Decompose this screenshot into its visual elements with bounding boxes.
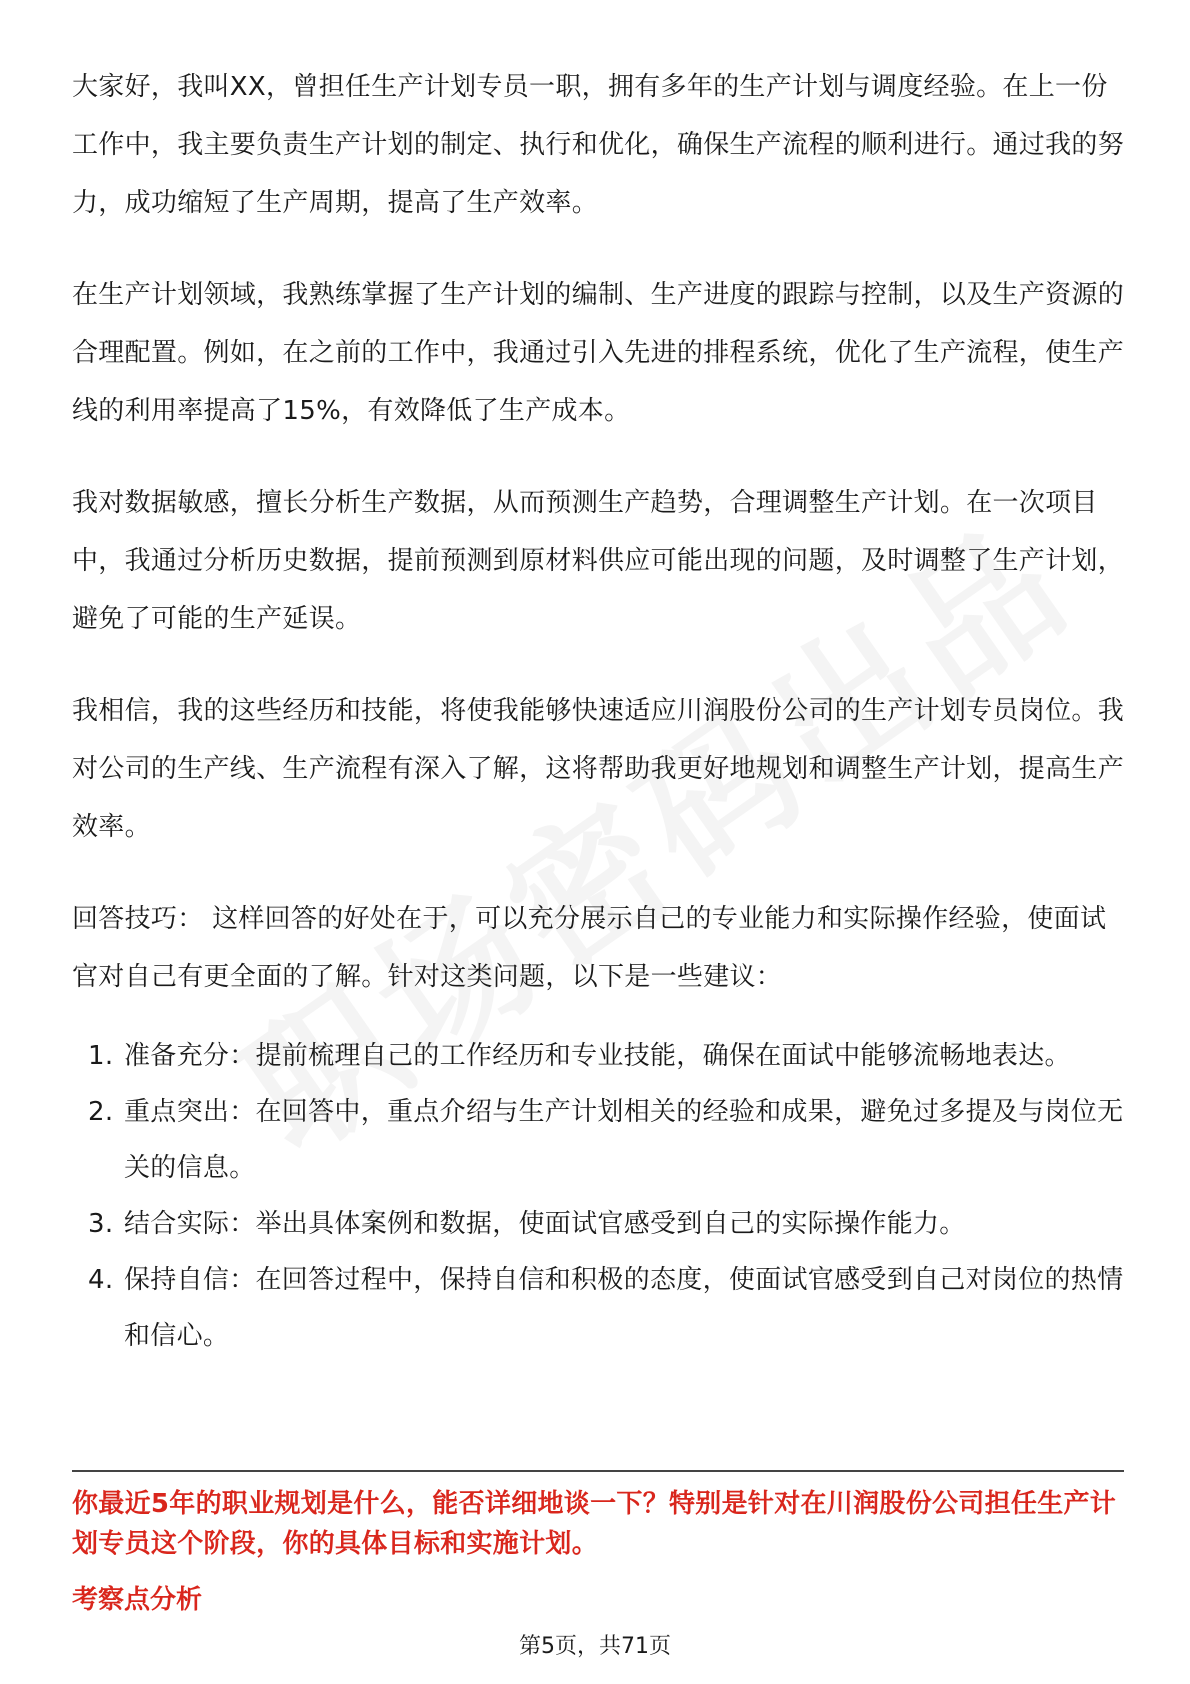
list-item-number: 2.: [88, 1097, 114, 1127]
list-item-number: 3.: [88, 1209, 114, 1239]
skills-paragraph: 在生产计划领域，我熟练掌握了生产计划的编制、生产进度的跟踪与控制，以及生产资源的合理配置。例如，在之前的工作中，我通过引入先进的排程系统，优化了生产流程，使生产线的利用率提高了15%，有效降低了生产成本。: [72, 280, 1125, 426]
list-item: [72, 1252, 1124, 1364]
tips-list: [72, 1028, 1124, 1364]
page-number: 第5页，共71页: [519, 1634, 671, 1659]
list-item: [72, 1196, 1124, 1252]
intro-paragraph: 大家好，我叫XX，曾担任生产计划专员一职，拥有多年的生产计划与调度经验。在上一份工作中，我主要负责生产计划的制定、执行和优化，确保生产流程的顺利进行。通过我的努力，成功缩短了生产周期，提高了生产效率。: [72, 72, 1125, 218]
list-item-text: 重点突出：在回答中，重点介绍与生产计划相关的经验和成果，避免过多提及与岗位无关的信息。: [124, 1097, 1124, 1183]
interview-question: 你最近5年的职业规划是什么，能否详细地谈一下？特别是针对在川润股份公司担任生产计划专员这个阶段，你的具体目标和实施计划。: [72, 1489, 1117, 1559]
list-item-text: 准备充分：提前梳理自己的工作经历和专业技能，确保在面试中能够流畅地表达。: [124, 1041, 1071, 1071]
list-item-number: 4.: [88, 1265, 114, 1295]
list-item-text: 结合实际：举出具体案例和数据，使面试官感受到自己的实际操作能力。: [124, 1209, 966, 1239]
data-analysis-paragraph: 我对数据敏感，擅长分析生产数据，从而预测生产趋势，合理调整生产计划。在一次项目中，我通过分析历史数据，提前预测到原材料供应可能出现的问题，及时调整了生产计划，避免了可能的生产延误。: [72, 488, 1125, 634]
list-item: [72, 1028, 1124, 1084]
conclusion-paragraph: 我相信，我的这些经历和技能，将使我能够快速适应川润股份公司的生产计划专员岗位。我对公司的生产线、生产流程有深入了解，这将帮助我更好地规划和调整生产计划，提高生产效率。: [72, 696, 1125, 842]
list-item: [72, 1084, 1124, 1196]
section-title: 考察点分析: [72, 1585, 203, 1615]
answer-tips-paragraph: 回答技巧： 这样回答的好处在于，可以充分展示自己的专业能力和实际操作经验，使面试官对自己有更全面的了解。针对这类问题，以下是一些建议：: [72, 904, 1107, 992]
section-divider: [72, 1470, 1124, 1472]
main-content: [72, 58, 1124, 1364]
list-item-number: 1.: [88, 1041, 114, 1071]
list-item-text: 保持自信：在回答过程中，保持自信和积极的态度，使面试官感受到自己对岗位的热情和信心。: [124, 1265, 1124, 1351]
